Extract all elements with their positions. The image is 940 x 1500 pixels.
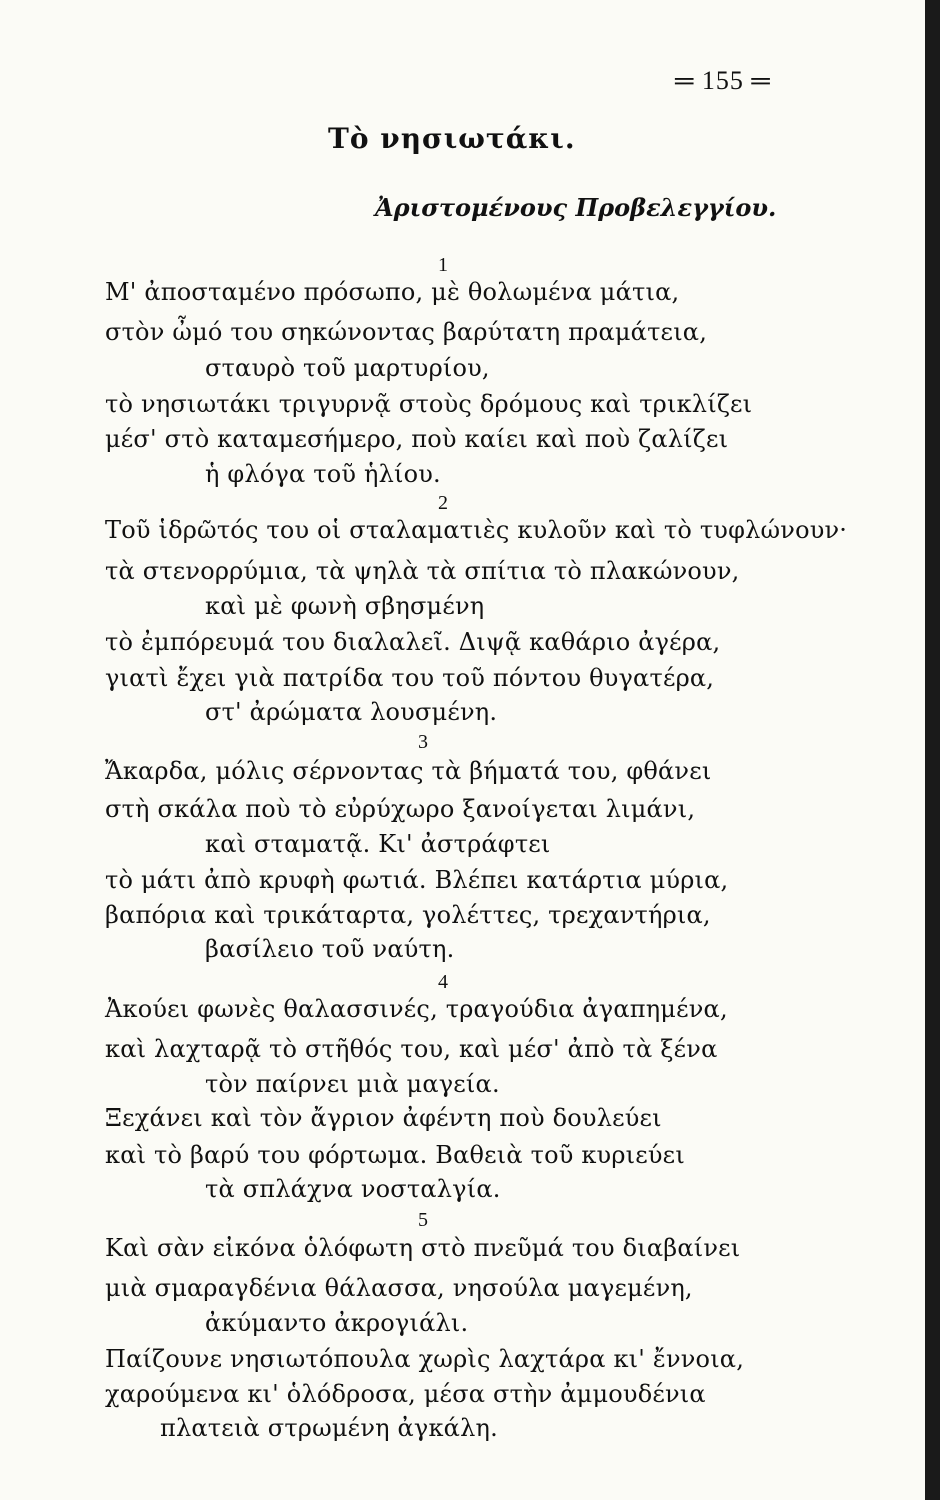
stanza-number: 5 — [418, 1209, 428, 1231]
poem-line: στὴ σκάλα ποὺ τὸ εὐρύχωρο ξανοίγεται λιμάνι, — [105, 795, 696, 823]
poem-line: χαρούμενα κι' ὁλόδροσα, μέσα στὴν ἀμμουδένια — [105, 1380, 706, 1408]
page-number: ═ 155 ═ — [675, 66, 771, 95]
poem-line: Ἀκούει φωνὲς θαλασσινές, τραγούδια ἀγαπημένα, — [105, 995, 728, 1023]
poem-author: Ἀριστομένους Προβελεγγίου. — [375, 193, 777, 222]
poem-line: τὸ μάτι ἀπὸ κρυφὴ φωτιά. Βλέπει κατάρτια μύρια, — [105, 866, 729, 894]
poem-line: τὸ νησιωτάκι τριγυρνᾷ στοὺς δρόμους καὶ τρικλίζει — [105, 390, 753, 418]
poem-line: Καὶ σὰν εἰκόνα ὁλόφωτη στὸ πνεῦμά του διαβαίνει — [105, 1234, 741, 1262]
poem-line: τὰ στενορρύμια, τὰ ψηλὰ τὰ σπίτια τὸ πλακώνουν, — [105, 557, 740, 585]
poem-line: τὸν παίρνει μιὰ μαγεία. — [205, 1070, 500, 1098]
poem-line: τὰ σπλάχνα νοσταλγία. — [205, 1175, 501, 1203]
poem-line: τὸ ἐμπόρευμά του διαλαλεῖ. Διψᾷ καθάριο ἀγέρα, — [105, 628, 721, 656]
stanza-number: 2 — [438, 492, 448, 514]
poem-line: μιὰ σμαραγδένια θάλασσα, νησούλα μαγεμένη, — [105, 1274, 693, 1302]
stanza-number: 1 — [438, 254, 448, 276]
poem-line: ἡ φλόγα τοῦ ἡλίου. — [205, 460, 441, 488]
poem-line: σταυρὸ τοῦ μαρτυρίου, — [205, 354, 490, 382]
poem-title: Τὸ νησιωτάκι. — [328, 122, 576, 155]
poem-line: Τοῦ ἱδρῶτός του οἱ σταλαματιὲς κυλοῦν καὶ τὸ τυφλώνουν· — [105, 516, 848, 544]
poem-line: στ' ἀρώματα λουσμένη. — [205, 698, 498, 726]
poem-line: ἀκύμαντο ἀκρογιάλι. — [205, 1309, 469, 1337]
poem-line: καὶ τὸ βαρύ του φόρτωμα. Βαθειὰ τοῦ κυριεύει — [105, 1141, 685, 1169]
stanza-number: 4 — [438, 971, 448, 993]
poem-line: μέσ' στὸ καταμεσήμερο, ποὺ καίει καὶ ποὺ ζαλίζει — [105, 425, 729, 453]
poem-line: καὶ σταματᾷ. Κι' ἀστράφτει — [205, 830, 551, 858]
poem-line: βασίλειο τοῦ ναύτη. — [205, 935, 455, 963]
poem-line: στὸν ὦμό του σηκώνοντας βαρύτατη πραμάτεια, — [105, 318, 708, 346]
poem-line: καὶ λαχταρᾷ τὸ στῆθός του, καὶ μέσ' ἀπὸ τὰ ξένα — [105, 1035, 718, 1063]
poem-line: Παίζουνε νησιωτόπουλα χωρὶς λαχτάρα κι' ἔννοια, — [105, 1345, 745, 1373]
poem-line: βαπόρια καὶ τρικάταρτα, γολέττες, τρεχαντήρια, — [105, 901, 711, 929]
stanza-number: 3 — [418, 731, 428, 753]
poem-line: πλατειὰ στρωμένη ἀγκάλη. — [160, 1414, 498, 1442]
poem-line: καὶ μὲ φωνὴ σβησμένη — [205, 592, 485, 620]
poem-line: Ξεχάνει καὶ τὸν ἄγριον ἀφέντη ποὺ δουλεύει — [105, 1104, 662, 1132]
poem-line: Μ' ἀποσταμένο πρόσωπο, μὲ θολωμένα μάτια, — [105, 278, 680, 306]
poem-line: Ἄκαρδα, μόλις σέρνοντας τὰ βήματά του, φθάνει — [105, 757, 712, 785]
poem-line: γιατὶ ἔχει γιὰ πατρίδα του τοῦ πόντου θυγατέρα, — [105, 664, 715, 692]
